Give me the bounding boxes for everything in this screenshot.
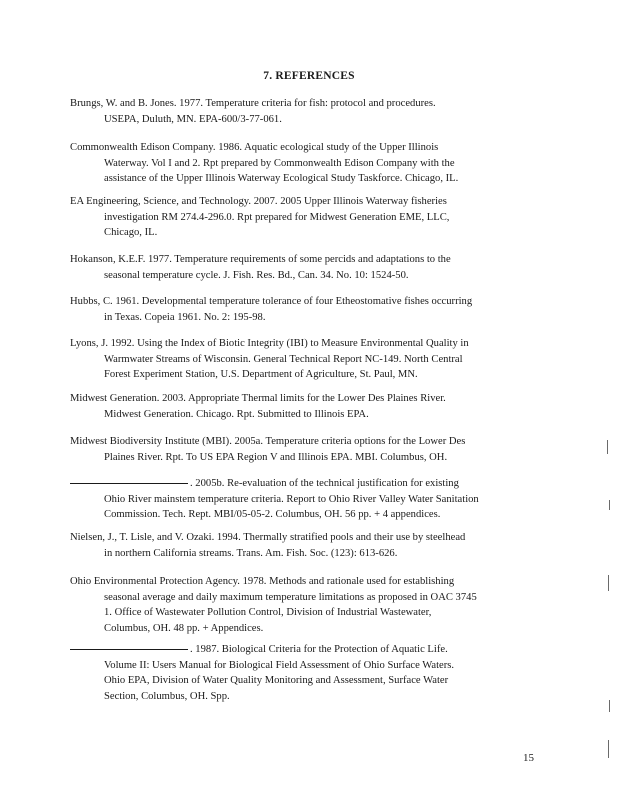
reference-entry (70, 574, 538, 636)
reference-line: Waterway. Vol I and 2. Rpt prepared by Commonwealth Edison Company with the (104, 157, 455, 169)
scan-artifact (609, 700, 610, 712)
reference-entry (70, 391, 538, 422)
reference-line: Plaines River. Rpt. To US EPA Region V and Illinois EPA. MBI. Columbus, OH. (104, 451, 448, 463)
reference-line (70, 642, 538, 658)
reference-line: investigation RM 274.4-296.0. Rpt prepared for Midwest Generation EME, LLC, (104, 211, 450, 223)
reference-entry (70, 642, 538, 704)
reference-line: in northern California streams. Trans. Am. Fish. Soc. (123): 613-626. (104, 547, 398, 559)
reference-line: Ohio EPA, Division of Water Quality Monitoring and Assessment, Surface Water (104, 675, 449, 686)
repeated-author-rule (70, 649, 188, 650)
reference-entry (70, 96, 538, 127)
reference-line: Forest Experiment Station, U.S. Department of Agriculture, St. Paul, MN. (104, 369, 418, 380)
scan-artifact (608, 740, 609, 758)
reference-line: Lyons, J. 1992. Using the Index of Biotic Integrity (IBI) to Measure Environmental Quality in (70, 338, 469, 349)
reference-line: Section, Columbus, OH. Spp. (104, 690, 230, 702)
reference-entry (70, 252, 538, 283)
scan-artifact (608, 575, 609, 591)
reference-line: Ohio River mainstem temperature criteria. Report to Ohio River Valley Water Sanitation (104, 493, 479, 505)
reference-entry (70, 140, 538, 187)
reference-entry (70, 476, 538, 523)
reference-line: Chicago, IL. (104, 227, 158, 238)
page-number: 15 (523, 752, 534, 764)
reference-line: Columbus, OH. 48 pp. + Appendices. (104, 622, 264, 634)
reference-text: . 1987. Biological Criteria for the Protection of Aquatic Life. (190, 644, 448, 655)
reference-line: USEPA, Duluth, MN. EPA-600/3-77-061. (104, 113, 282, 125)
reference-line: Volume II: Users Manual for Biological Field Assessment of Ohio Surface Waters. (104, 659, 455, 671)
reference-line: seasonal temperature cycle. J. Fish. Res. Bd., Can. 34. No. 10: 1524-50. (104, 269, 409, 281)
reference-line: Midwest Generation. 2003. Appropriate Thermal limits for the Lower Des Plaines River. (70, 393, 446, 404)
reference-line: assistance of the Upper Illinois Waterway Ecological Study Taskforce. Chicago, IL. (104, 173, 459, 184)
reference-entry (70, 434, 538, 465)
reference-entry (70, 530, 538, 561)
reference-line: 1. Office of Wastewater Pollution Control, Division of Industrial Wastewater, (104, 607, 432, 618)
reference-line: Brungs, W. and B. Jones. 1977. Temperature criteria for fish: protocol and procedures. (70, 98, 436, 109)
reference-line: Commission. Tech. Rept. MBI/05-05-2. Columbus, OH. 56 pp. + 4 appendices. (104, 509, 441, 520)
reference-line: Ohio Environmental Protection Agency. 1978. Methods and rationale used for establishing (70, 576, 455, 587)
reference-line: in Texas. Copeia 1961. No. 2: 195-98. (104, 311, 266, 323)
reference-line: Midwest Generation. Chicago. Rpt. Submitted to Illinois EPA. (104, 408, 369, 420)
reference-line: Nielsen, J., T. Lisle, and V. Ozaki. 1994. Thermally stratified pools and their use by steelhead (70, 532, 466, 543)
repeated-author-rule (70, 483, 188, 484)
reference-line: seasonal average and daily maximum temperature limitations as proposed in OAC 3745 (104, 591, 477, 603)
section-title: 7. REFERENCES (263, 70, 355, 82)
reference-entry (70, 294, 538, 325)
reference-line: Warmwater Streams of Wisconsin. General Technical Report NC-149. North Central (104, 353, 463, 365)
reference-line: Hubbs, C. 1961. Developmental temperature tolerance of four Etheostomative fishes occurring (70, 296, 473, 307)
reference-line: EA Engineering, Science, and Technology. 2007. 2005 Upper Illinois Waterway fisheries (70, 196, 447, 207)
reference-line: Commonwealth Edison Company. 1986. Aquatic ecological study of the Upper Illinois (70, 142, 439, 153)
scan-artifact (609, 500, 610, 510)
reference-line: Hokanson, K.E.F. 1977. Temperature requirements of some percids and adaptations to the (70, 254, 451, 265)
reference-line: Midwest Biodiversity Institute (MBI). 2005a. Temperature criteria options for the Lower Des (70, 436, 466, 447)
reference-text: . 2005b. Re-evaluation of the technical justification for existing (190, 478, 459, 489)
reference-entry (70, 336, 538, 383)
scan-artifact (607, 440, 608, 454)
reference-line (70, 476, 538, 492)
reference-entry (70, 194, 538, 241)
